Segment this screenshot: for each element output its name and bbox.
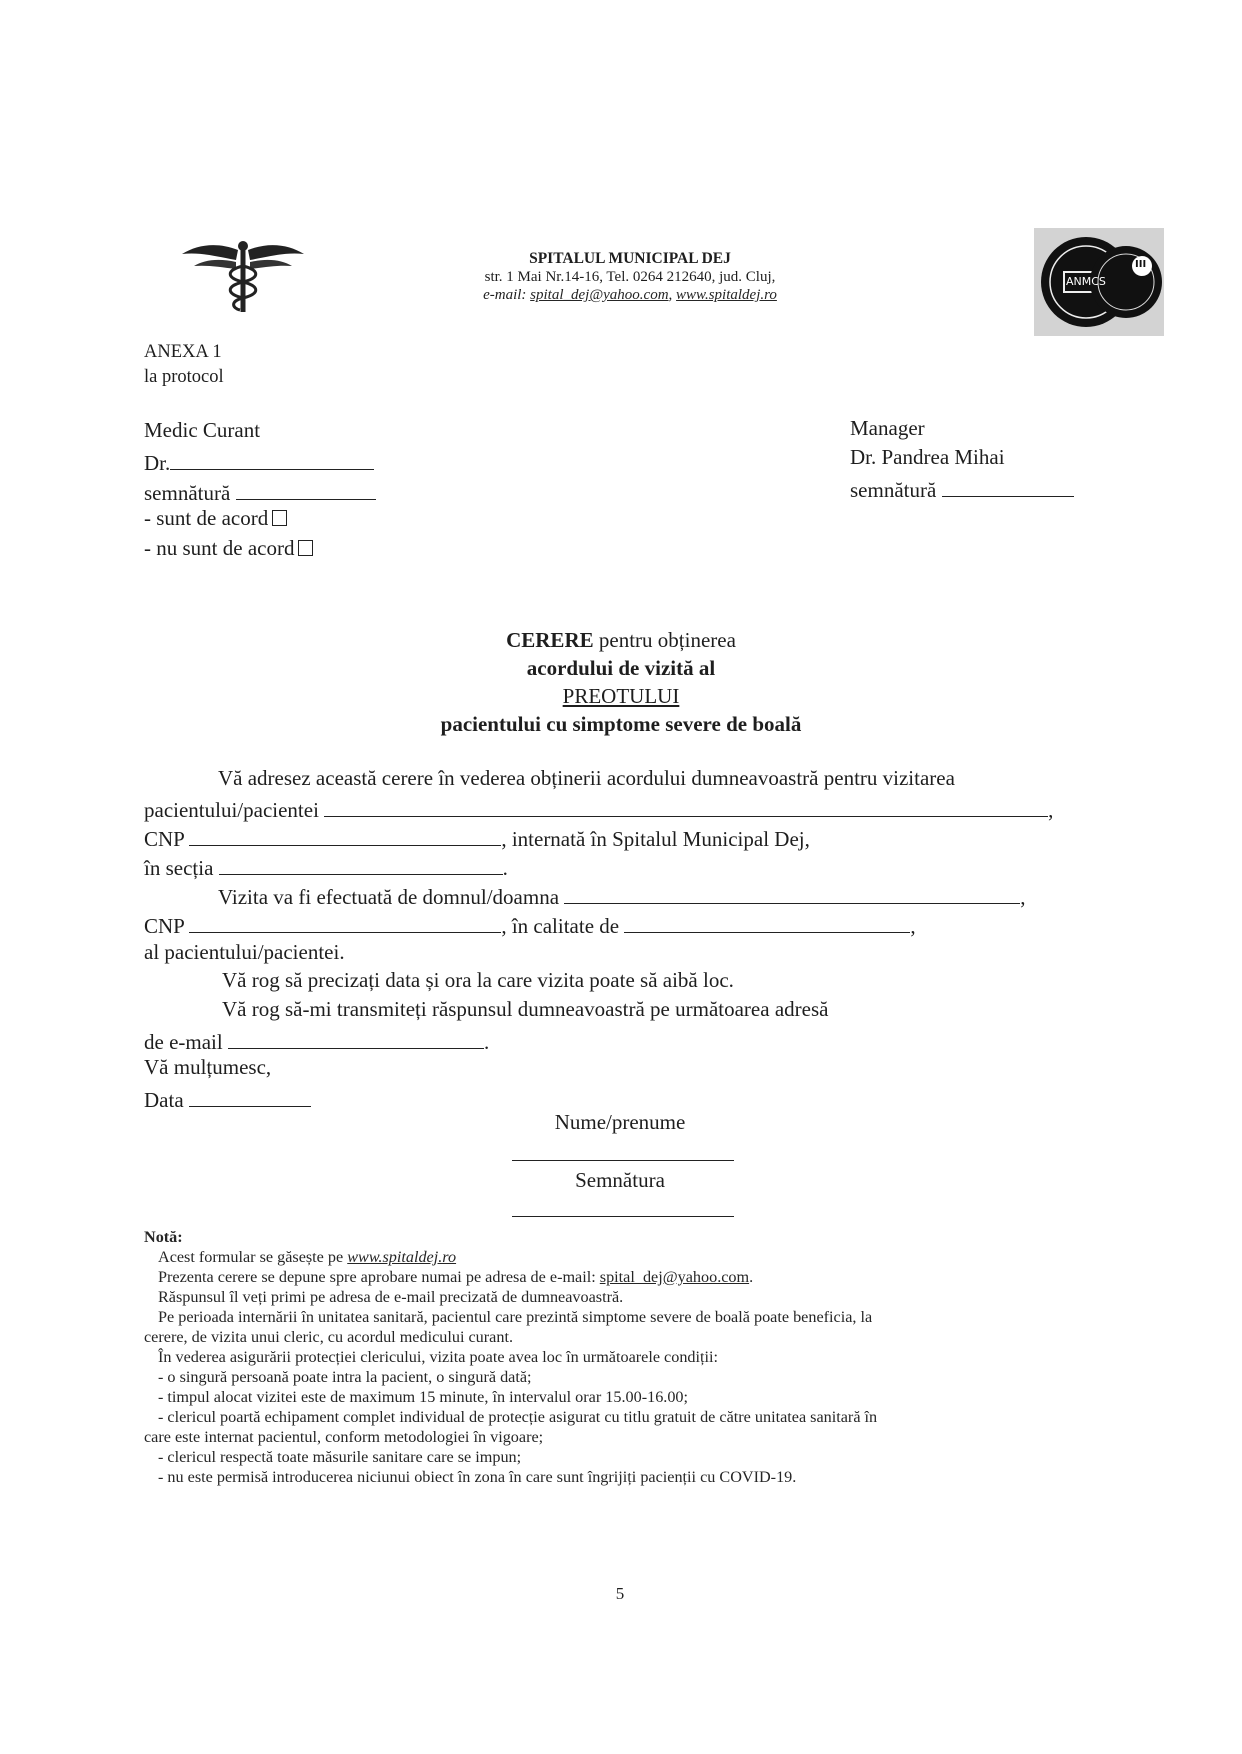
role-comma: , (910, 914, 916, 939)
section-period: . (502, 856, 508, 881)
hospital-contacts (440, 286, 820, 304)
doctor-name-line (144, 447, 374, 476)
note-line-2 (144, 1267, 1084, 1287)
agree-checkbox[interactable] (272, 510, 287, 526)
disagree-option (144, 536, 313, 561)
signature-field[interactable] (512, 1216, 734, 1217)
agree-option (144, 506, 287, 531)
email-field[interactable] (228, 1026, 484, 1049)
note-line-1 (144, 1247, 1084, 1267)
email-prefix: e-mail: (483, 287, 531, 303)
visitor-line (218, 881, 1026, 910)
doctor-signature-field[interactable] (236, 477, 376, 500)
page-number: 5 (615, 1584, 625, 1603)
manager-signature-line (850, 474, 1074, 503)
agree-label: - sunt de acord (144, 506, 269, 530)
note-line-1-text: Acest formular se găsește pe (158, 1248, 348, 1266)
note-line-9: - clericul respectă toate măsurile sanitare care se impun; (158, 1448, 522, 1466)
note-line-2-text: Prezenta cerere se depune spre aprobare numai pe adresa de e-mail: (158, 1268, 600, 1286)
visitor-cnp-field[interactable] (189, 910, 501, 933)
al-pacientului: al pacientului/pacientei. (144, 940, 345, 964)
visitor-cnp-label: CNP (144, 914, 185, 939)
patient-comma: , (1048, 798, 1054, 823)
date-line (144, 1084, 311, 1113)
request-title-bold: CERERE (506, 628, 594, 652)
doctor-signature-label: semnătură (144, 481, 231, 506)
visitor-name-field[interactable] (564, 881, 1020, 904)
visitor-label: Vizita va fi efectuată de domnul/doamna (218, 885, 560, 910)
note-line-5: În vederea asigurării protecției clericului, vizita poate avea loc în următoarele condiții: (158, 1348, 719, 1366)
note-line-10: - nu este permisă introducerea niciunui obiect în zona în care sunt îngrijiți pacienții cu COVID-19. (158, 1468, 797, 1486)
patient-cnp-line (144, 823, 810, 852)
section-field[interactable] (219, 852, 503, 875)
manager-signature-field[interactable] (942, 474, 1074, 497)
doctor-signature-line (144, 477, 376, 506)
internata-text: , internată în Spitalul Municipal Dej, (501, 827, 810, 852)
disagree-label: - nu sunt de acord (144, 536, 295, 560)
request-title-line1 (300, 626, 942, 654)
doctor-title: Medic Curant (144, 418, 261, 442)
email-period: . (483, 1030, 490, 1055)
hospital-address: str. 1 Mai Nr.14-16, Tel. 0264 212640, jud. Cluj, (484, 269, 776, 285)
contact-separator: , (668, 287, 677, 303)
hospital-name: SPITALUL MUNICIPAL DEJ (529, 250, 731, 267)
request-title-line3: PREOTULUI (562, 684, 680, 708)
note-block (144, 1247, 1084, 1487)
multumesc-text: Vă mulțumesc, (144, 1055, 272, 1079)
note-line-4b: cerere, de vizita unui cleric, cu acordul medicului curant. (144, 1328, 513, 1346)
signature-label: Semnătura (575, 1168, 665, 1192)
manager-name: Dr. Pandrea Mihai (850, 445, 1005, 469)
annex-subtitle: la protocol (144, 367, 224, 387)
note-email-link[interactable]: spital_dej@yahoo.com (599, 1268, 750, 1286)
name-label: Nume/prenume (554, 1110, 686, 1134)
visitor-role-field[interactable] (624, 910, 910, 933)
request-title-line2: acordului de vizită al (526, 656, 716, 680)
section-label: în secția (144, 856, 214, 881)
body-intro: Vă adresez această cerere în vederea obținerii acordului dumneavoastră pentru vizitarea (218, 766, 955, 790)
date-field[interactable] (189, 1084, 311, 1107)
caduceus-logo-icon (178, 236, 308, 316)
patient-cnp-field[interactable] (189, 823, 501, 846)
hospital-header (440, 250, 820, 304)
patient-line (144, 794, 1053, 823)
cnp-label: CNP (144, 827, 185, 852)
annex-title: ANEXA 1 (144, 342, 222, 362)
section-line (144, 852, 508, 881)
note-line-8a: - clericul poartă echipament complet individual de protecție asigurat cu titlu gratuit de către unitatea sanitară în (158, 1408, 878, 1426)
badge-left-text: ANMCS (1066, 275, 1106, 288)
email-label: de e-mail (144, 1030, 223, 1055)
date-label: Data (144, 1088, 184, 1113)
visitor-comma: , (1020, 885, 1026, 910)
request-title-rest: pentru obținerea (593, 628, 736, 652)
note-line-7: - timpul alocat vizitei este de maximum 15 minute, în intervalul orar 15.00-16.00; (158, 1388, 689, 1406)
disagree-checkbox[interactable] (298, 540, 313, 556)
name-field[interactable] (512, 1160, 734, 1161)
manager-title: Manager (850, 416, 925, 440)
transmiteti-text: Vă rog să-mi transmiteți răspunsul dumneavoastră pe următoarea adresă (222, 997, 829, 1021)
patient-name-field[interactable] (324, 794, 1048, 817)
note-line-6: - o singură persoană poate intra la pacient, o singură dată; (158, 1368, 532, 1386)
note-line-8b: care este internat pacientul, conform metodologiei în vigoare; (144, 1428, 544, 1446)
email-line (144, 1026, 489, 1055)
visitor-cnp-line (144, 910, 916, 939)
header-website-link[interactable]: www.spitaldej.ro (676, 287, 777, 303)
badge-right-text: III (1135, 259, 1147, 270)
manager-signature-label: semnătură (850, 478, 937, 503)
doctor-prefix: Dr. (144, 451, 171, 476)
precizati-text: Vă rog să precizați data și ora la care vizita poate să aibă loc. (222, 968, 734, 992)
note-line-4a: Pe perioada internării în unitatea sanitară, pacientul care prezintă simptome severe de boală poate beneficia, la (158, 1308, 873, 1326)
request-title (300, 626, 942, 738)
anmcs-accreditation-badge (1034, 228, 1164, 336)
doctor-name-field[interactable] (170, 447, 374, 470)
calitate-label: , în calitate de (501, 914, 620, 939)
request-title-line4: pacientului cu simptome severe de boală (440, 712, 802, 736)
note-line-3: Răspunsul îl veți primi pe adresa de e-mail precizată de dumneavoastră. (158, 1288, 624, 1306)
note-title: Notă: (144, 1228, 183, 1246)
header-email-link[interactable]: spital_dej@yahoo.com (530, 287, 669, 303)
note-website-link[interactable]: www.spitaldej.ro (347, 1248, 457, 1266)
patient-label: pacientului/pacientei (144, 798, 319, 823)
note-line-2-end: . (749, 1268, 754, 1286)
